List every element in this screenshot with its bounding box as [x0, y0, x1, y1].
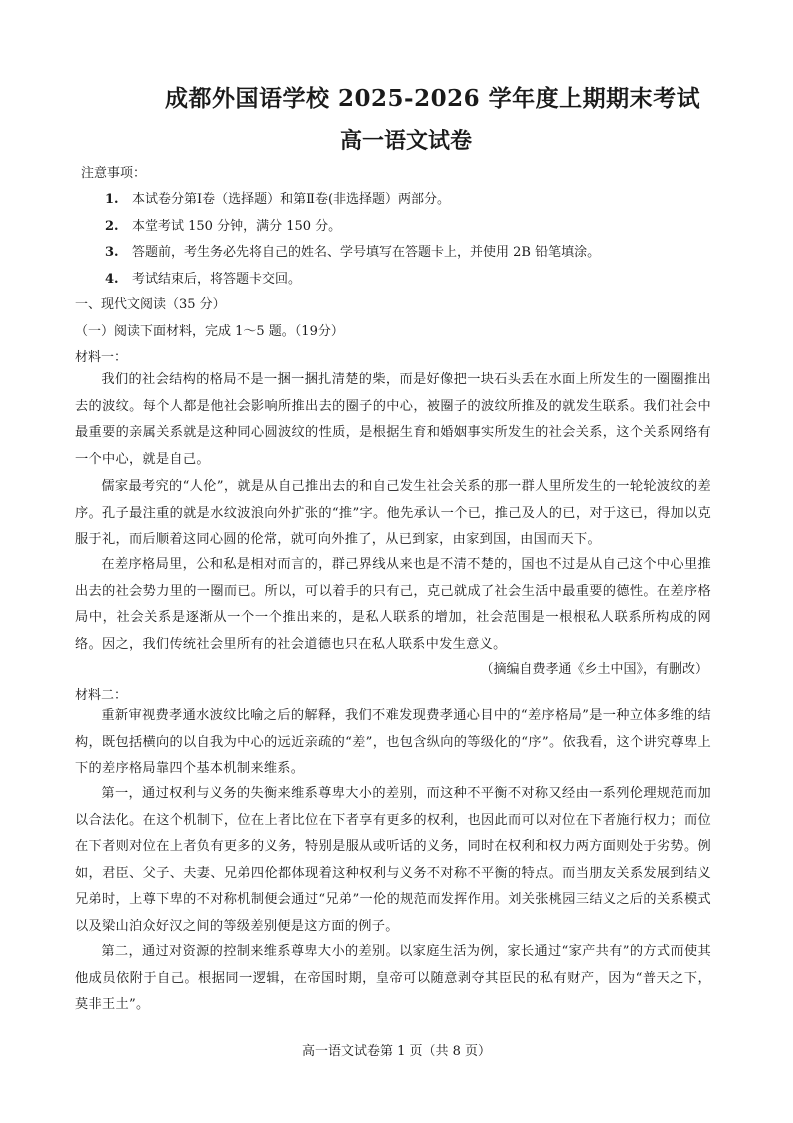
notice-item — [105, 188, 705, 215]
material-one-label: 材料一： — [75, 350, 128, 365]
notice-item-number: 3. — [105, 245, 119, 260]
notice-item-text: 考试结束后，将答题卡交回。 — [132, 271, 302, 287]
notice-item-text: 本试卷分第Ⅰ卷（选择题）和第Ⅱ卷(非选择题）两部分。 — [132, 192, 451, 207]
notice-item-number: 4. — [105, 271, 119, 287]
material-two-paragraph: 第一，通过权利与义务的失衡来维系尊卑大小的差别，而这种不平衡不对称又经由一系列伦理规范而加以合法化。在这个机制下，位在上者比位在下者享有更多的权利，也因此而可以对位在下者施行权力；而位在下者则对位在上者负有更多的义务，特别是服从或听话的义务，同时在权利和权力两方面则处于劣势。例如，君臣、父子、夫妻、兄弟四伦都体现着这种权利与义务不对称不平衡的特点。而当朋友关系发展到结义兄弟时，上尊下卑的不对称机制便会通过“兄弟”一伦的规范而发挥作用。刘关张桃园三结义之后的关系模式以及梁山泊众好汉之间的等级差别便是这方面的例子。 — [75, 786, 711, 934]
material-one-paragraph: 儒家最考究的“人伦”，就是从自己推出去的和自己发生社会关系的那一群人里所发生的一轮轮波纹的差序。孔子最注重的就是水纹波浪向外扩张的“推”字。他先承认一个已，推己及人的已，对于这已，得加以克服于礼，而后顺着这同心圆的伦常，就可向外推了，从已到家，由家到国，由国而天下。 — [75, 479, 711, 548]
section-heading: 一、现代文阅读（35 分） — [75, 297, 226, 312]
material-two-paragraph: 第二，通过对资源的控制来维系尊卑大小的差别。以家庭生活为例，家长通过“家产共有”的方式而使其他成员依附于自己。根据同一逻辑，在帝国时期，皇帝可以随意剥夺其臣民的私有财产，因为“普天之下，莫非王土”。 — [75, 944, 711, 1013]
notice-list — [105, 188, 705, 294]
notice-item-number: 2. — [105, 218, 119, 234]
material-one-paragraph: 在差序格局里，公和私是相对而言的，群己界线从来也是不清不楚的，国也不过是从自己这个中心里推出去的社会势力里的一圈而已。所以，可以着手的只有己，克己就成了社会生活中最重要的德性。在差序格局中，社会关系是逐渐从一个一个推出来的，是私人联系的增加，社会范围是一根根私人联系所构成的网络。因之，我们传统社会里所有的社会道德也只在私人联系中发生意义。 — [75, 557, 711, 652]
page-footer: 高一语文试卷第 1 页（共 8 页） — [301, 1044, 492, 1059]
question-instruction: （一）阅读下面材料，完成 1～5 题。（19分） — [75, 324, 344, 339]
material-one-source: （摘编自费孝通《乡土中国》，有删改） — [480, 662, 708, 677]
material-two-paragraph: 重新审视费孝通水波纹比喻之后的解释，我们不难发现费孝通心目中的“差序格局”是一种立体多维的结构，既包括横向的以自我为中心的远近亲疏的“差”，也包含纵向的等级化的“序”。依我看，这个讲究尊卑上下的差序格局靠四个基本机制来维系。 — [75, 708, 711, 777]
school-exam-title: 成都外国语学校 2025-2026 学年度上期期末考试 — [165, 85, 701, 112]
material-two-label: 材料二： — [75, 688, 128, 703]
notice-item — [105, 268, 705, 295]
notice-heading: 注意事项： — [81, 166, 147, 181]
notice-item — [105, 241, 705, 268]
notice-item-number: 1. — [105, 192, 119, 207]
notice-item-text: 本堂考试 150 分钟，满分 150 分。 — [132, 218, 342, 234]
notice-item-text: 答题前，考生务必先将自己的姓名、学号填写在答题卡上，并使用 2B 铅笔填涂。 — [132, 245, 601, 260]
paper-title: 高一语文试卷 — [340, 128, 473, 154]
material-one-paragraph: 我们的社会结构的格局不是一捆一捆扎清楚的柴，而是好像把一块石头丢在水面上所发生的一圈圈推出去的波纹。每个人都是他社会影响所推出去的圈子的中心，被圈子的波纹所推及的就发生联系。我们社会中最重要的亲属关系就是这种同心圆波纹的性质，是根据生育和婚姻事实所发生的社会关系，这个关系网络有一个中心，就是自己。 — [75, 372, 711, 467]
notice-item — [105, 215, 705, 242]
